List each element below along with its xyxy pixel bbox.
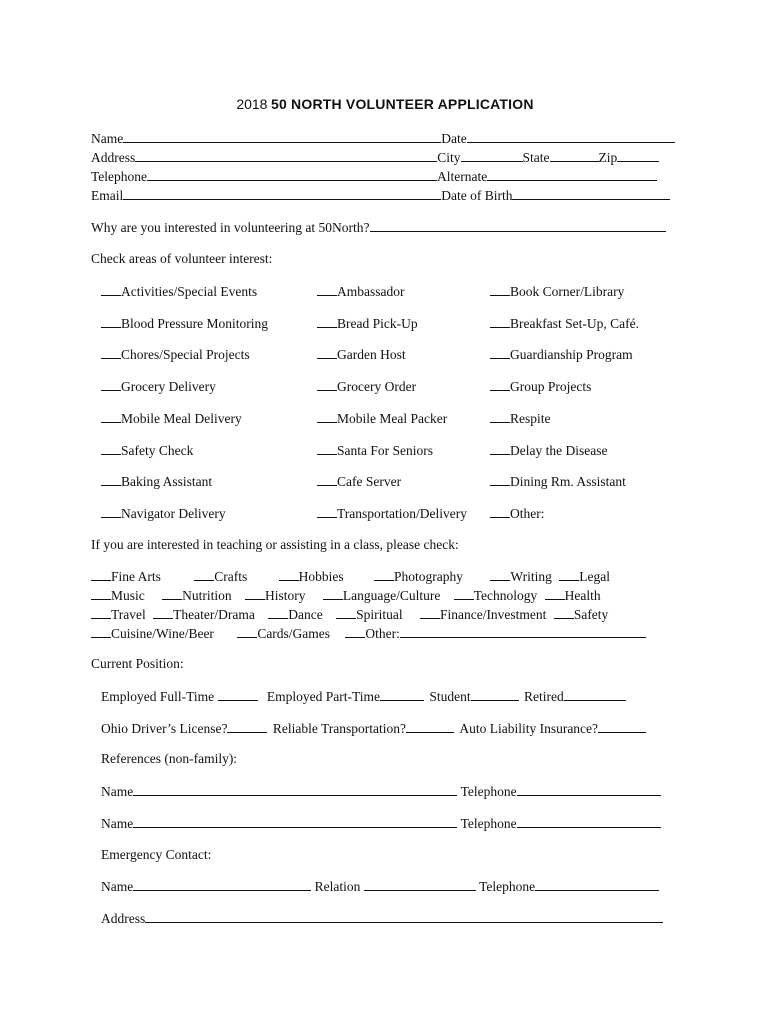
emergency-telephone-label: Telephone: [479, 879, 536, 894]
area-label: Grocery Order: [337, 379, 417, 394]
check-blank[interactable]: [194, 567, 214, 581]
check-blank[interactable]: [317, 314, 337, 328]
zip-label: Zip: [598, 150, 618, 165]
license-row: [101, 719, 646, 738]
check-blank[interactable]: [101, 472, 121, 486]
area-option: [101, 409, 242, 428]
class-music: Music: [111, 588, 145, 603]
employed-part-time-field[interactable]: [380, 687, 424, 701]
area-label: Navigator Delivery: [121, 506, 226, 521]
form-title: [0, 96, 770, 114]
class-row-4: [91, 624, 646, 643]
reliable-transportation-field[interactable]: [406, 719, 454, 733]
area-option: [101, 282, 257, 301]
area-label: Activities/Special Events: [121, 284, 258, 299]
city-label: City: [437, 150, 461, 165]
ref1-name-label: Name: [101, 784, 134, 799]
ref1-telephone-label: Telephone: [460, 784, 517, 799]
check-blank[interactable]: [268, 605, 288, 619]
area-label: Dining Rm. Assistant: [510, 474, 626, 489]
dob-label: Date of Birth: [441, 188, 513, 203]
check-blank[interactable]: [490, 567, 510, 581]
area-label: Guardianship Program: [510, 347, 633, 362]
date-label: Date: [441, 131, 467, 146]
why-field[interactable]: [370, 218, 666, 232]
emergency-telephone-field[interactable]: [535, 877, 659, 891]
check-blank[interactable]: [490, 441, 510, 455]
check-blank[interactable]: [245, 586, 265, 600]
class-history: History: [265, 588, 306, 603]
area-label: Respite: [510, 411, 551, 426]
area-label: Baking Assistant: [121, 474, 213, 489]
check-blank[interactable]: [317, 345, 337, 359]
area-label: Delay the Disease: [510, 443, 608, 458]
why-label: Why are you interested in volunteering at 50North?: [91, 220, 370, 235]
area-option: [490, 441, 607, 460]
class-legal: Legal: [579, 569, 610, 584]
auto-insurance-field[interactable]: [598, 719, 646, 733]
check-blank[interactable]: [490, 472, 510, 486]
references-heading: References (non-family):: [101, 751, 238, 766]
check-blank[interactable]: [490, 409, 510, 423]
area-option: [101, 314, 268, 333]
check-blank[interactable]: [317, 377, 337, 391]
check-blank[interactable]: [490, 504, 510, 518]
emergency-heading: Emergency Contact:: [101, 847, 212, 862]
area-option: [490, 504, 545, 523]
area-label: Book Corner/Library: [510, 284, 625, 299]
check-blank[interactable]: [345, 624, 365, 638]
area-option: [490, 377, 591, 396]
check-blank[interactable]: [545, 586, 565, 600]
name-label: Name: [91, 131, 124, 146]
state-field[interactable]: [550, 148, 599, 162]
auto-insurance-label: Auto Liability Insurance?: [459, 721, 599, 736]
class-other-field[interactable]: [400, 624, 646, 638]
check-blank[interactable]: [554, 605, 574, 619]
telephone-field[interactable]: [147, 167, 437, 181]
contact-row-address: [91, 148, 659, 167]
emergency-name-field[interactable]: [133, 877, 311, 891]
ref1-telephone-field[interactable]: [517, 782, 661, 796]
check-blank[interactable]: [317, 409, 337, 423]
class-spiritual: Spiritual: [356, 607, 403, 622]
contact-row-telephone: [91, 167, 657, 186]
class-cards-games: Cards/Games: [257, 626, 331, 641]
check-blank[interactable]: [336, 605, 356, 619]
ohio-license-field[interactable]: [227, 719, 267, 733]
check-blank[interactable]: [91, 567, 111, 581]
class-photography: Photography: [394, 569, 464, 584]
area-label: Santa For Seniors: [337, 443, 433, 458]
check-blank[interactable]: [317, 441, 337, 455]
emergency-relation-label: Relation: [314, 879, 361, 894]
class-other: Other:: [365, 626, 400, 641]
class-travel: Travel: [111, 607, 146, 622]
area-label: Mobile Meal Delivery: [121, 411, 242, 426]
area-option: [490, 472, 626, 491]
retired-field[interactable]: [564, 687, 626, 701]
ref2-name-field[interactable]: [133, 814, 457, 828]
area-label: Mobile Meal Packer: [337, 411, 448, 426]
area-label: Bread Pick-Up: [337, 316, 418, 331]
class-cuisine-wine-beer: Cuisine/Wine/Beer: [111, 626, 214, 641]
area-option: [101, 472, 212, 491]
area-label: Cafe Server: [337, 474, 402, 489]
area-label: Garden Host: [337, 347, 406, 362]
ohio-license-label: Ohio Driver’s License?: [101, 721, 228, 736]
check-blank[interactable]: [162, 586, 182, 600]
email-field[interactable]: [123, 186, 441, 200]
contact-row-email: [91, 186, 670, 205]
area-option: [101, 441, 193, 460]
area-option: [490, 409, 551, 428]
current-position-heading: Current Position:: [91, 656, 184, 671]
employed-full-time-label: Employed Full-Time: [101, 689, 215, 704]
class-row-1: [91, 567, 610, 586]
ref2-name-label: Name: [101, 816, 134, 831]
check-blank[interactable]: [101, 504, 121, 518]
emergency-name-label: Name: [101, 879, 134, 894]
state-label: State: [522, 150, 550, 165]
name-field[interactable]: [123, 129, 441, 143]
class-crafts: Crafts: [214, 569, 248, 584]
check-blank[interactable]: [490, 314, 510, 328]
address-field[interactable]: [135, 148, 437, 162]
check-blank[interactable]: [153, 605, 173, 619]
check-blank[interactable]: [91, 605, 111, 619]
why-row: [91, 218, 666, 237]
area-option: [317, 472, 401, 491]
city-field[interactable]: [461, 148, 523, 162]
class-row-2: [91, 586, 601, 605]
area-option: [101, 377, 216, 396]
ref1-name-field[interactable]: [133, 782, 457, 796]
ref2-telephone-field[interactable]: [517, 814, 661, 828]
class-heading: If you are interested in teaching or assisting in a class, please check:: [91, 537, 459, 552]
form-year: 2018: [236, 96, 268, 112]
class-finance-investment: Finance/Investment: [439, 607, 547, 622]
emergency-row: [101, 877, 659, 896]
dob-field[interactable]: [512, 186, 670, 200]
check-blank[interactable]: [91, 624, 111, 638]
area-option: [317, 409, 447, 428]
check-blank[interactable]: [317, 282, 337, 296]
class-safety: Safety: [573, 607, 609, 622]
check-blank[interactable]: [101, 282, 121, 296]
contact-row-name: [91, 129, 675, 148]
area-option: [317, 345, 406, 364]
class-fine-arts: Fine Arts: [111, 569, 161, 584]
retired-label: Retired: [524, 689, 564, 704]
check-blank[interactable]: [101, 409, 121, 423]
check-blank[interactable]: [317, 504, 337, 518]
class-technology: Technology: [473, 588, 538, 603]
alternate-label: Alternate: [437, 169, 488, 184]
check-blank[interactable]: [317, 472, 337, 486]
class-dance: Dance: [288, 607, 323, 622]
area-label: Grocery Delivery: [121, 379, 216, 394]
class-hobbies: Hobbies: [298, 569, 344, 584]
area-label: Breakfast Set-Up, Café.: [510, 316, 639, 331]
emergency-address-field[interactable]: [145, 909, 663, 923]
area-option: [317, 282, 405, 301]
student-field[interactable]: [471, 687, 519, 701]
email-label: Email: [91, 188, 124, 203]
class-row-3: [91, 605, 608, 624]
check-blank[interactable]: [490, 282, 510, 296]
class-writing: Writing: [510, 569, 552, 584]
check-areas-heading: Check areas of volunteer interest:: [91, 251, 273, 266]
area-option: [317, 441, 433, 460]
reference-row-1: [101, 782, 661, 801]
employed-part-time-label: Employed Part-Time: [266, 689, 381, 704]
alternate-field[interactable]: [487, 167, 657, 181]
reference-row-2: [101, 814, 661, 833]
area-option: [101, 345, 250, 364]
emergency-relation-field[interactable]: [364, 877, 476, 891]
check-blank[interactable]: [490, 377, 510, 391]
check-blank[interactable]: [559, 567, 579, 581]
check-blank[interactable]: [101, 314, 121, 328]
check-blank[interactable]: [323, 586, 343, 600]
area-option: [490, 345, 633, 364]
class-health: Health: [564, 588, 601, 603]
check-blank[interactable]: [454, 586, 474, 600]
area-label: Blood Pressure Monitoring: [121, 316, 268, 331]
employed-full-time-field[interactable]: [218, 687, 258, 701]
emergency-address-label: Address: [101, 911, 146, 926]
area-option: [490, 314, 639, 333]
check-blank[interactable]: [91, 586, 111, 600]
class-nutrition: Nutrition: [182, 588, 232, 603]
area-option: [317, 377, 416, 396]
area-option: [317, 314, 418, 333]
area-label: Safety Check: [121, 443, 194, 458]
form-heading: 50 NORTH VOLUNTEER APPLICATION: [270, 96, 534, 112]
reliable-transportation-label: Reliable Transportation?: [272, 721, 406, 736]
check-blank[interactable]: [237, 624, 257, 638]
area-label: Transportation/Delivery: [337, 506, 467, 521]
class-theater-drama: Theater/Drama: [173, 607, 255, 622]
telephone-label: Telephone: [91, 169, 148, 184]
area-label: Group Projects: [510, 379, 592, 394]
ref2-telephone-label: Telephone: [460, 816, 517, 831]
check-blank[interactable]: [279, 567, 299, 581]
emergency-address-row: [101, 909, 663, 928]
class-language-culture: Language/Culture: [342, 588, 441, 603]
zip-field[interactable]: [617, 148, 659, 162]
area-label: Other:: [510, 506, 545, 521]
area-label: Ambassador: [337, 284, 405, 299]
date-field[interactable]: [467, 129, 675, 143]
area-option: [101, 504, 226, 523]
check-blank[interactable]: [490, 345, 510, 359]
check-blank[interactable]: [101, 441, 121, 455]
employment-row: [101, 687, 626, 706]
student-label: Student: [429, 689, 471, 704]
area-label: Chores/Special Projects: [121, 347, 250, 362]
area-option: [490, 282, 624, 301]
area-option: [317, 504, 467, 523]
check-blank[interactable]: [420, 605, 440, 619]
address-label: Address: [91, 150, 136, 165]
check-blank[interactable]: [374, 567, 394, 581]
check-blank[interactable]: [101, 345, 121, 359]
check-blank[interactable]: [101, 377, 121, 391]
